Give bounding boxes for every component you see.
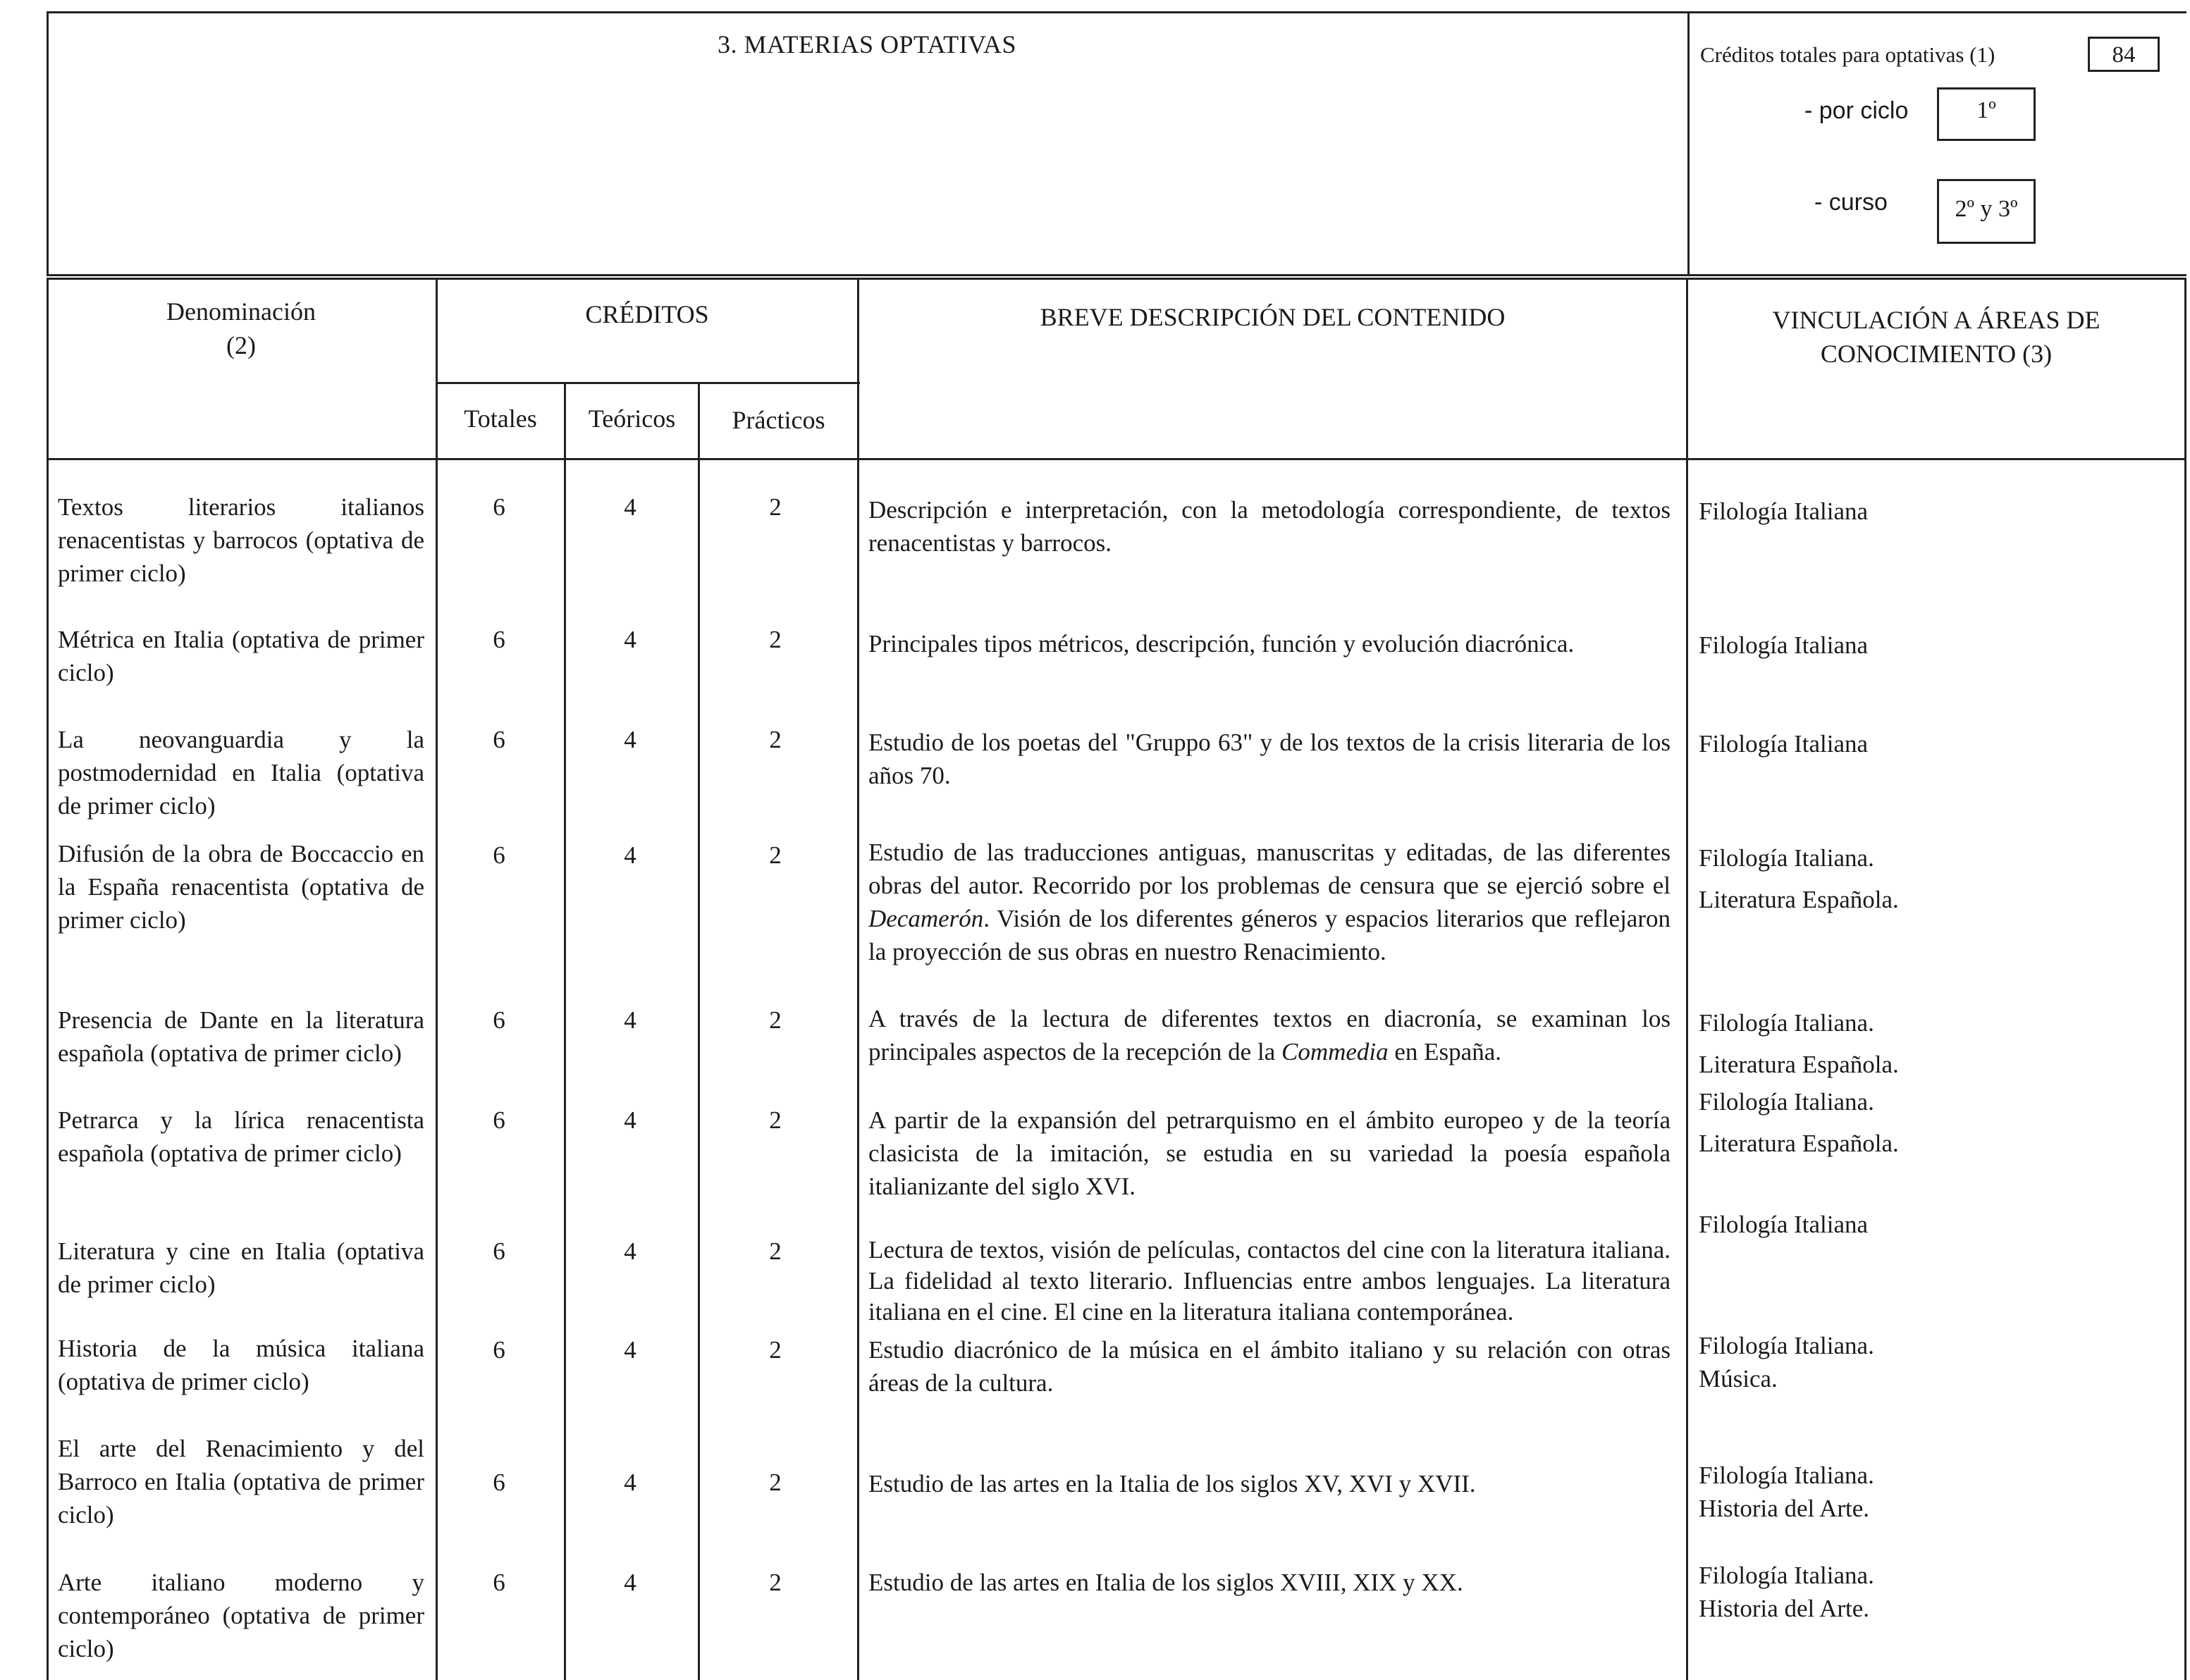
row-practicos: 2 <box>769 1469 782 1496</box>
row-areas <box>1699 629 2164 670</box>
row-denominacion: Petrarca y la lírica renacentista española (optativa de primer ciclo) <box>58 1106 424 1167</box>
row-practicos: 2 <box>769 726 782 753</box>
col-header-totales: Totales <box>464 404 537 433</box>
row-teoricos: 4 <box>624 841 636 869</box>
area-item: Filología Italiana. <box>1699 1562 1874 1589</box>
row-descripcion-text: A través de la lectura de diferentes textos en diacronía, se examinan los principales aspectos de la recepción de la <box>868 1005 1671 1066</box>
row-denominacion: Presencia de Dante en la literatura española (optativa de primer ciclo) <box>58 1006 424 1067</box>
area-item: Filología Italiana <box>1699 730 1869 758</box>
row-denominacion: El arte del Renacimiento y del Barroco en Italia (optativa de primer ciclo) <box>58 1435 424 1528</box>
curso-value: 2º y 3º <box>1937 179 2036 244</box>
area-item: Filología Italiana. <box>1699 1462 1874 1489</box>
row-practicos: 2 <box>769 841 782 869</box>
table-right-border <box>2184 278 2186 1680</box>
row-teoricos: 4 <box>624 1469 636 1496</box>
area-item: Filología Italiana. <box>1699 1009 1874 1037</box>
row-areas <box>1699 1329 2164 1404</box>
area-item: Música. <box>1699 1365 1778 1392</box>
row-totales: 6 <box>493 1336 505 1364</box>
row-denominacion: Historia de la música italiana (optativa de primer ciclo) <box>58 1335 424 1395</box>
area-item: Literatura Española. <box>1699 1051 1899 1078</box>
curso-label: - curso <box>1814 189 1888 216</box>
row-descripcion <box>868 836 1671 968</box>
area-item: Filología Italiana <box>1699 498 1869 525</box>
col-header-vinculacion <box>1688 303 2184 371</box>
area-item: Historia del Arte. <box>1699 1595 1870 1622</box>
area-item: Literatura Española. <box>1699 886 1899 913</box>
row-teoricos: 4 <box>624 626 636 653</box>
page-title: 3. MATERIAS OPTATIVAS <box>717 30 1016 58</box>
row-areas <box>1699 495 2164 536</box>
row-descripcion: Lectura de textos, visión de películas, contactos del cine con la literatura italiana. La fidelidad al texto literario. Influencias entre ambos lenguajes. La literatura italiana en el cine. El cine en la literatura italiana contemporánea. <box>868 1236 1671 1326</box>
col-header-creditos: CRÉDITOS <box>585 300 709 328</box>
row-practicos: 2 <box>769 1006 782 1034</box>
area-item: Filología Italiana. <box>1699 1332 1874 1359</box>
row-totales: 6 <box>493 1237 505 1265</box>
row-descripcion: A partir de la expansión del petrarquismo en el ámbito europeo y de la teoría clasicista de la imitación, se estudia en su variedad la poesía española italianizante del siglo XVI. <box>868 1106 1671 1200</box>
area-item: Literatura Española. <box>1699 1130 1899 1157</box>
row-denominacion: Literatura y cine en Italia (optativa de primer ciclo) <box>58 1237 424 1298</box>
row-totales: 6 <box>493 493 505 521</box>
row-teoricos: 4 <box>624 1006 636 1034</box>
row-descripcion: Descripción e interpretación, con la metodología correspondiente, de textos renacentistas y barrocos. <box>868 496 1671 557</box>
row-totales: 6 <box>493 1469 505 1496</box>
row-practicos: 2 <box>769 1569 782 1596</box>
creditos-subheader-border <box>437 382 860 384</box>
table-top-border <box>47 278 2186 280</box>
credits-total-label: Créditos totales para optativas (1) <box>1700 42 1995 67</box>
row-areas <box>1699 1459 2164 1533</box>
header-divider <box>1687 11 1690 276</box>
col-divider-denom <box>436 278 438 1680</box>
row-teoricos: 4 <box>624 1106 636 1134</box>
row-practicos: 2 <box>769 493 782 521</box>
col-divider-desc <box>1686 278 1688 1680</box>
col-divider-totales <box>564 382 566 1680</box>
area-item: Historia del Arte. <box>1699 1495 1870 1522</box>
row-denominacion: Arte italiano moderno y contemporáneo (optativa de primer ciclo) <box>58 1569 424 1662</box>
col-header-denominacion-note: (2) <box>226 331 256 359</box>
row-totales: 6 <box>493 841 505 869</box>
area-item: Filología Italiana. <box>1699 1088 1874 1116</box>
col-divider-teoricos <box>698 382 700 1680</box>
row-descripcion: Principales tipos métricos, descripción, función y evolución diacrónica. <box>868 630 1575 657</box>
row-descripcion: Estudio de las artes en Italia de los siglos XVIII, XIX y XX. <box>868 1569 1463 1596</box>
row-descripcion-work-title: Decamerón <box>868 905 984 932</box>
row-practicos: 2 <box>769 626 782 653</box>
row-descripcion: Estudio de las artes en la Italia de los siglos XV, XVI y XVII. <box>868 1470 1476 1497</box>
row-descripcion: Estudio de los poetas del "Gruppo 63" y de los textos de la crisis literaria de los años 70. <box>868 729 1671 789</box>
row-descripcion: Estudio diacrónico de la música en el ámbito italiano y su relación con otras áreas de la cultura. <box>868 1336 1671 1397</box>
row-totales: 6 <box>493 726 505 753</box>
row-descripcion-text: en España. <box>1388 1038 1501 1066</box>
area-item: Filología Italiana. <box>1699 844 1874 872</box>
row-teoricos: 4 <box>624 1336 636 1364</box>
row-areas <box>1699 1006 2164 1089</box>
row-totales: 6 <box>493 1569 505 1596</box>
row-practicos: 2 <box>769 1106 782 1134</box>
row-teoricos: 4 <box>624 1569 636 1596</box>
row-denominacion: Difusión de la obra de Boccaccio en la España renacentista (optativa de primer ciclo) <box>58 840 424 934</box>
row-denominacion: Textos literarios italianos renacentistas y barrocos (optativa de primer ciclo) <box>58 493 424 587</box>
col-header-descripcion: BREVE DESCRIPCIÓN DEL CONTENIDO <box>1040 303 1506 331</box>
row-areas <box>1699 1208 2164 1249</box>
row-denominacion: Métrica en Italia (optativa de primer ciclo) <box>58 626 424 686</box>
row-teoricos: 4 <box>624 1237 636 1265</box>
row-descripcion-text: Estudio de las traducciones antiguas, manuscritas y editadas, de las diferentes obras del autor. Recorrido por los problemas de censura que se ejerció sobre el <box>868 839 1671 899</box>
col-header-teoricos: Teóricos <box>588 404 676 433</box>
row-areas <box>1699 1559 2164 1633</box>
col-header-denominacion <box>47 295 436 362</box>
col-divider-creditos <box>857 278 859 1680</box>
col-header-practicos: Prácticos <box>732 406 825 434</box>
row-practicos: 2 <box>769 1237 782 1265</box>
row-totales: 6 <box>493 1006 505 1034</box>
col-header-vinculacion-line2: CONOCIMIENTO (3) <box>1820 340 2053 368</box>
row-practicos: 2 <box>769 1336 782 1364</box>
row-totales: 6 <box>493 626 505 653</box>
col-header-denominacion-label: Denominación <box>166 297 316 326</box>
ciclo-value: 1º <box>1937 87 2036 141</box>
table-left-border <box>47 278 49 1680</box>
row-areas <box>1699 727 2164 769</box>
credits-total-value: 84 <box>2088 37 2160 72</box>
row-descripcion <box>868 1002 1671 1068</box>
row-areas <box>1699 1085 2164 1168</box>
row-areas <box>1699 841 2164 925</box>
row-descripcion-work-title: Commedia <box>1281 1038 1389 1066</box>
row-teoricos: 4 <box>624 493 636 521</box>
row-descripcion-text: . Visión de los diferentes géneros y espacios literarios que reflejaron la proyección de sus obras en nuestro Renacimiento. <box>868 905 1671 965</box>
area-item: Filología Italiana <box>1699 1211 1869 1238</box>
row-teoricos: 4 <box>624 726 636 753</box>
row-totales: 6 <box>493 1106 505 1134</box>
table-header-bottom-border <box>47 458 2186 460</box>
ciclo-label: - por ciclo <box>1804 97 1909 124</box>
area-item: Filología Italiana <box>1699 631 1869 659</box>
col-header-vinculacion-line1: VINCULACIÓN A ÁREAS DE <box>1772 306 2100 334</box>
row-denominacion: La neovanguardia y la postmodernidad en Italia (optativa de primer ciclo) <box>58 726 424 820</box>
